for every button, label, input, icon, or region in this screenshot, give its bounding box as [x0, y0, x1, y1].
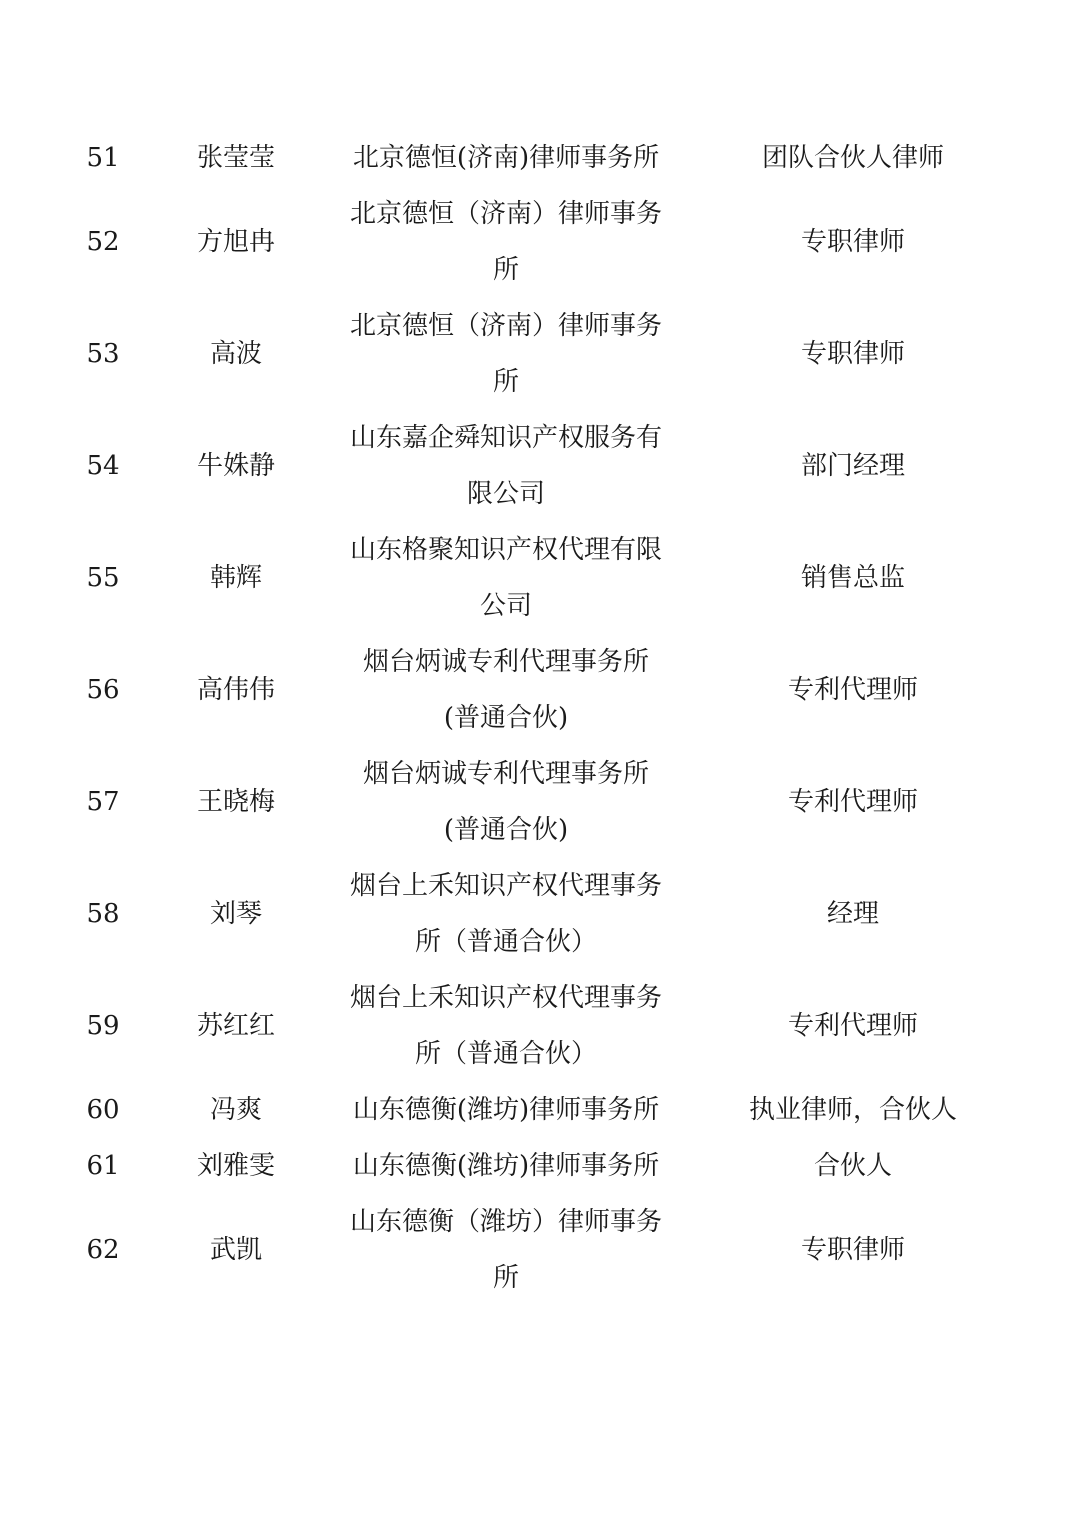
- job-position: 执业律师，合伙人: [748, 1095, 957, 1125]
- organization: [326, 634, 686, 746]
- organization-line: 烟台炳诚专利代理事务所: [362, 759, 649, 789]
- table-row: [60, 746, 1020, 858]
- row-number: 52: [86, 227, 120, 257]
- job-position: 合伙人: [813, 1151, 892, 1181]
- organization-line: 烟台上禾知识产权代理事务: [349, 983, 662, 1013]
- row-number: 58: [86, 899, 120, 929]
- organization: [326, 186, 686, 298]
- organization-line: 山东德衡(潍坊)律师事务所: [352, 1095, 660, 1125]
- table-row: [60, 970, 1020, 1082]
- row-number: 61: [86, 1151, 120, 1181]
- person-name: 刘雅雯: [196, 1151, 275, 1181]
- organization-line: (普通合伙): [443, 815, 569, 845]
- organization-line: (普通合伙): [443, 703, 569, 733]
- row-number: 54: [86, 451, 120, 481]
- organization-line: 山东嘉企舜知识产权服务有: [349, 423, 662, 453]
- job-position: 专职律师: [800, 1235, 905, 1265]
- person-name: 张莹莹: [196, 143, 275, 173]
- row-number: 51: [86, 143, 120, 173]
- person-name: 王晓梅: [196, 787, 275, 817]
- organization-line: 烟台炳诚专利代理事务所: [362, 647, 649, 677]
- table-row: [60, 410, 1020, 522]
- organization-line: 所（普通合伙）: [414, 1039, 597, 1069]
- organization-line: 烟台上禾知识产权代理事务: [349, 871, 662, 901]
- table-row: [60, 1138, 1020, 1194]
- organization-line: 所: [492, 1263, 519, 1293]
- table-row: [60, 130, 1020, 186]
- person-name: 韩辉: [209, 563, 262, 593]
- job-position: 专利代理师: [787, 675, 918, 705]
- table-row: [60, 298, 1020, 410]
- row-number: 55: [86, 563, 120, 593]
- row-number: 60: [86, 1095, 120, 1125]
- job-position: 部门经理: [800, 451, 905, 481]
- organization-line: 北京德恒（济南）律师事务: [349, 199, 662, 229]
- person-name: 苏红红: [196, 1011, 275, 1041]
- organization: [326, 298, 686, 410]
- person-name: 高波: [209, 339, 262, 369]
- organization-line: 山东德衡(潍坊)律师事务所: [352, 1151, 660, 1181]
- job-position: 专职律师: [800, 227, 905, 257]
- organization: [326, 970, 686, 1082]
- job-position: 团队合伙人律师: [761, 143, 944, 173]
- organization: [326, 522, 686, 634]
- organization: [326, 1194, 686, 1306]
- organization-line: 限公司: [466, 479, 545, 509]
- person-name: 冯爽: [209, 1095, 262, 1125]
- job-position: 专利代理师: [787, 1011, 918, 1041]
- member-table: [60, 130, 1020, 1306]
- person-name: 牛姝静: [196, 451, 275, 481]
- organization: [326, 746, 686, 858]
- organization-line: 公司: [479, 591, 532, 621]
- row-number: 59: [86, 1011, 120, 1041]
- organization-line: 山东格聚知识产权代理有限: [349, 535, 662, 565]
- row-number: 62: [86, 1235, 120, 1265]
- table-row: [60, 1194, 1020, 1306]
- organization-line: 所: [492, 367, 519, 397]
- organization: [326, 1138, 686, 1194]
- organization-line: 山东德衡（潍坊）律师事务: [349, 1207, 662, 1237]
- row-number: 56: [86, 675, 120, 705]
- row-number: 53: [86, 339, 120, 369]
- organization: [326, 1082, 686, 1138]
- organization: [326, 858, 686, 970]
- job-position: 专利代理师: [787, 787, 918, 817]
- job-position: 专职律师: [800, 339, 905, 369]
- job-position: 经理: [826, 899, 879, 929]
- table-row: [60, 634, 1020, 746]
- organization-line: 所（普通合伙）: [414, 927, 597, 957]
- person-name: 武凯: [209, 1235, 262, 1265]
- table-row: [60, 522, 1020, 634]
- table-row: [60, 858, 1020, 970]
- organization: [326, 130, 686, 186]
- person-name: 高伟伟: [196, 675, 275, 705]
- organization-line: 所: [492, 255, 519, 285]
- table-row: [60, 186, 1020, 298]
- row-number: 57: [86, 787, 120, 817]
- organization: [326, 410, 686, 522]
- job-position: 销售总监: [800, 563, 905, 593]
- person-name: 刘琴: [209, 899, 262, 929]
- person-name: 方旭冉: [196, 227, 275, 257]
- organization-line: 北京德恒（济南）律师事务: [349, 311, 662, 341]
- organization-line: 北京德恒(济南)律师事务所: [352, 143, 660, 173]
- table-row: [60, 1082, 1020, 1138]
